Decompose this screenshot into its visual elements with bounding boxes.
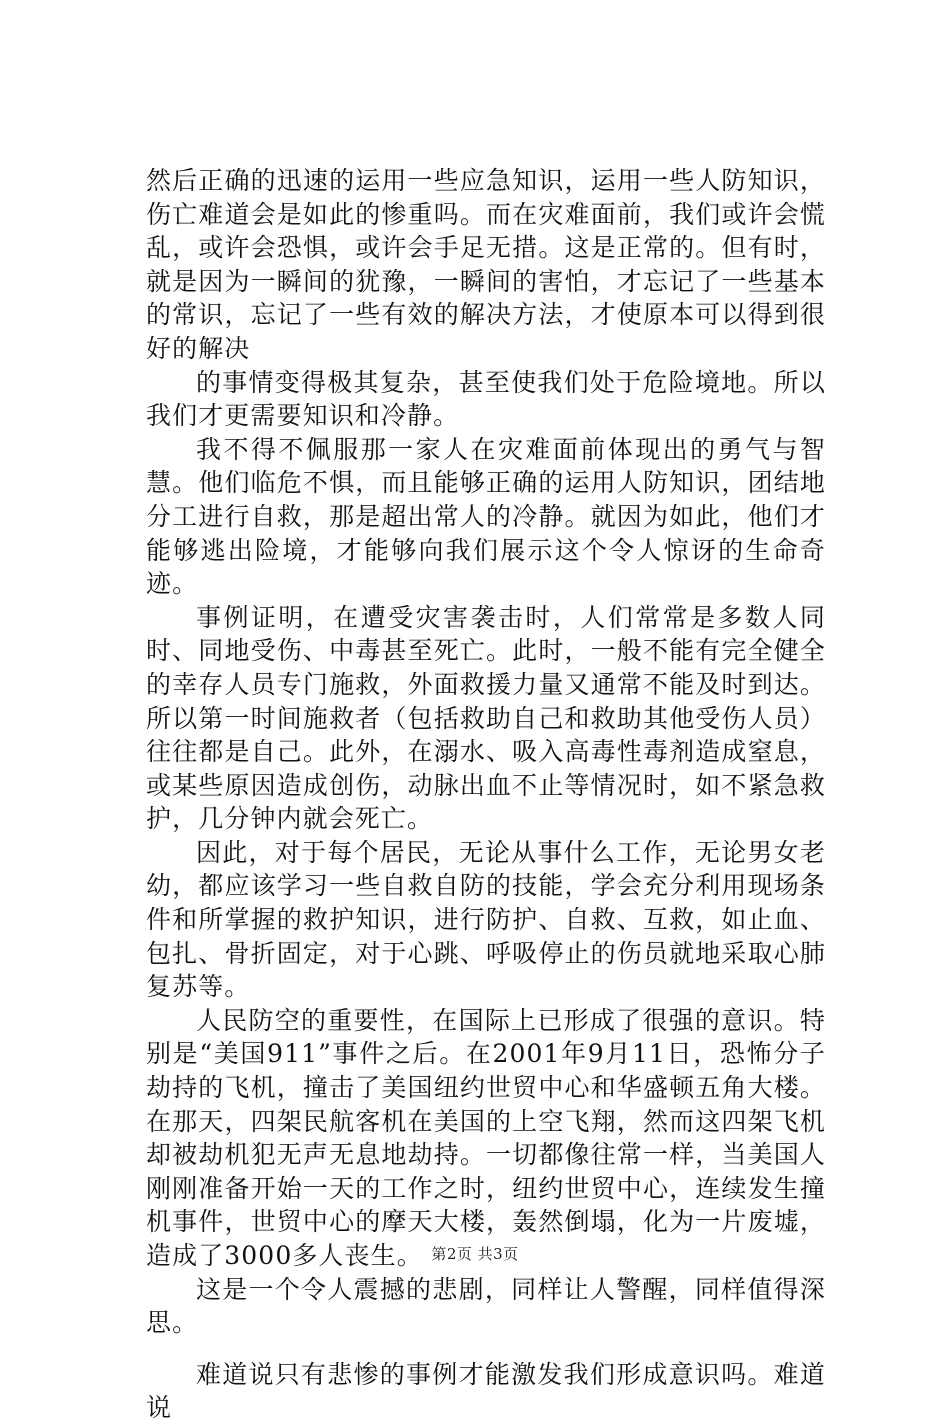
paragraph-continuation: 然后正确的迅速的运用一些应急知识，运用一些人防知识，伤亡难道会是如此的惨重吗。而在灾难面前，我们或许会慌乱，或许会恐惧，或许会手足无措。这是正常的。但有时，就是因为一瞬间的犹豫，一瞬间的害怕，才忘记了一些基本的常识，忘记了一些有效的解决方法，才使原本可以得到很好的解决: [146, 166, 826, 363]
paragraph-rhetorical-question: 难道说只有悲惨的事例才能激发我们形成意识吗。难道说: [146, 1359, 826, 1423]
paragraph-knowledge-calm: 的事情变得极其复杂，甚至使我们处于危险境地。所以我们才更需要知识和冷静。: [146, 367, 826, 431]
paragraph-911-event: 人民防空的重要性，在国际上已形成了很强的意识。特别是“美国911”事件之后。在2001年9月11日，恐怖分子劫持的飞机，撞击了美国纽约世贸中心和华盛顿五角大楼。在那天，四架民航客机在美国的上空飞翔，然而这四架飞机却被劫机犯无声无息地劫持。一切都像往常一样，当美国人刚刚准备开始一天的工作之时，纽约世贸中心，连续发生撞机事件，世贸中心的摩天大楼，轰然倒塌，化为一片废墟，造成了3000多人丧生。: [146, 1005, 826, 1270]
paragraph-shocking-tragedy: 这是一个令人震撼的悲剧，同样让人警醒，同样值得深思。: [146, 1274, 826, 1338]
paragraph-every-resident: 因此，对于每个居民，无论从事什么工作，无论男女老幼，都应该学习一些自救自防的技能，学会充分利用现场条件和所掌握的救护知识，进行防护、自救、互救，如止血、包扎、骨折固定，对于心跳、呼吸停止的伤员就地采取心肺复苏等。: [146, 837, 826, 1002]
paragraph-family-courage: 我不得不佩服那一家人在灾难面前体现出的勇气与智慧。他们临危不惧，而且能够正确的运用人防知识，团结地分工进行自救，那是超出常人的冷静。就因为如此，他们才能够逃出险境，才能够向我们展示这个令人惊讶的生命奇迹。: [146, 434, 826, 599]
document-body: [146, 164, 826, 1425]
page-number-footer: 第2页 共3页: [431, 1245, 519, 1263]
paragraph-examples-prove: 事例证明，在遭受灾害袭击时，人们常常是多数人同时、同地受伤、中毒甚至死亡。此时，一般不能有完全健全的幸存人员专门施救，外面救援力量又通常不能及时到达。所以第一时间施救者（包括救助自己和救助其他受伤人员）往往都是自己。此外，在溺水、吸入高毒性毒剂造成窒息，或某些原因造成创伤，动脉出血不止等情况时，如不紧急救护，几分钟内就会死亡。: [146, 602, 826, 834]
